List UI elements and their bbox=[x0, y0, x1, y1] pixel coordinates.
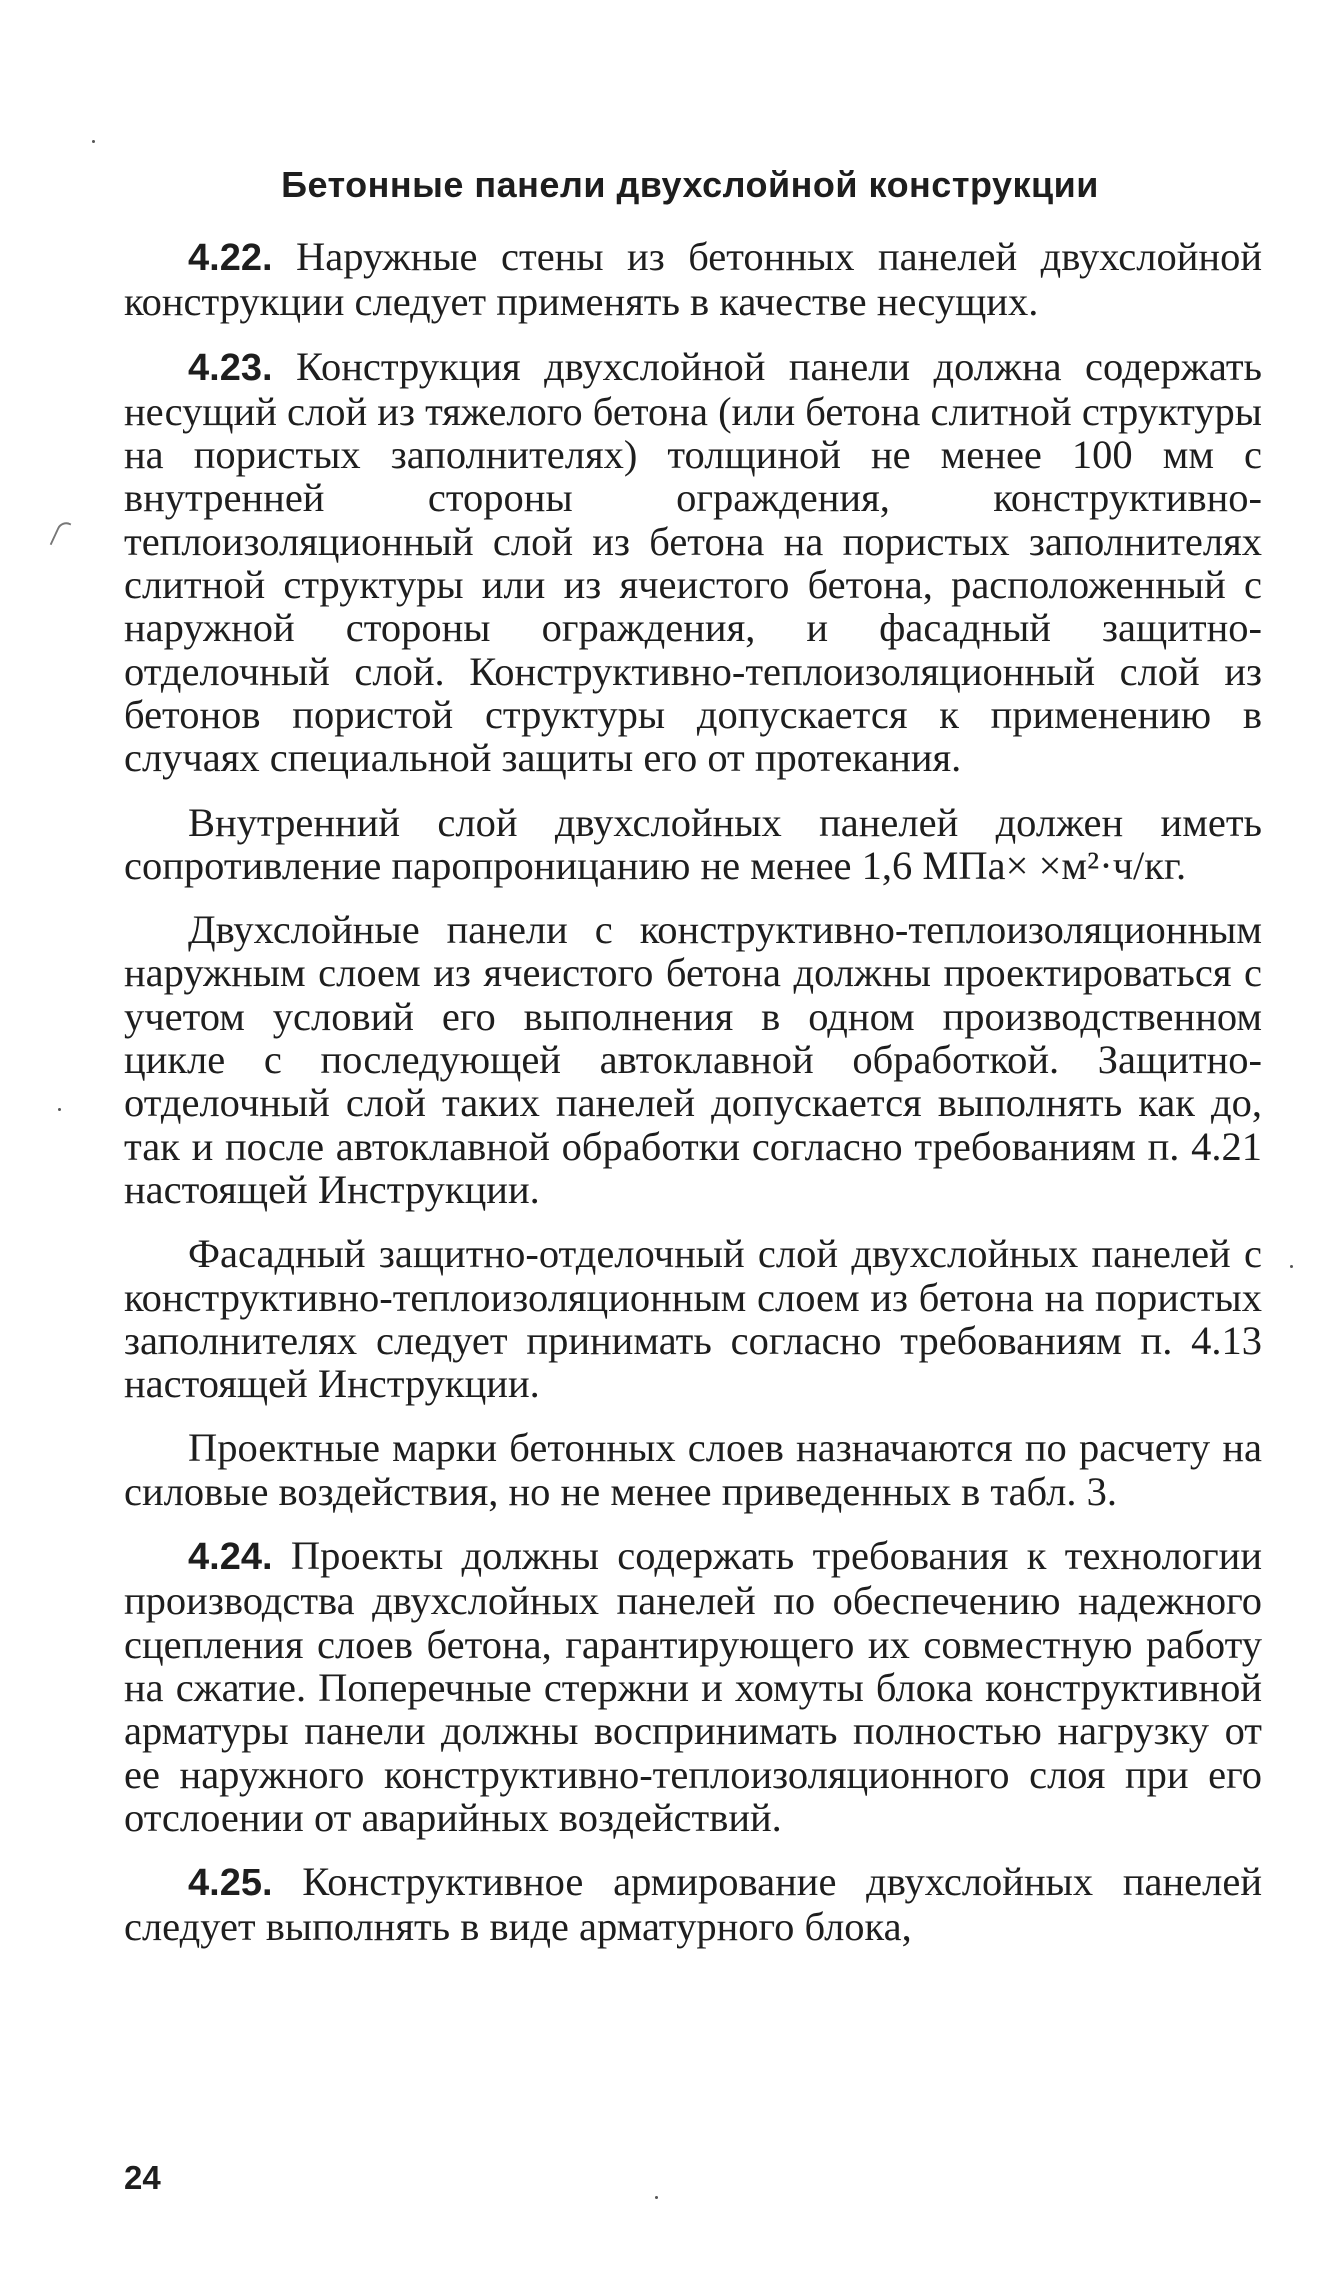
margin-pencil-mark bbox=[50, 519, 72, 549]
paragraph-text: Двухслойные панели с конструктивно-теплоизоляционным наружным слоем из ячеистого бетона должны проектироваться с учетом условий его выполнения в одном производственном цикле с последующей автоклавной обработкой. Защитно-отделочный слой таких панелей допускается выполнять как до, так и после автоклавной обработки согласно требованиям п. 4.21 настоящей Инструкции. bbox=[124, 907, 1262, 1212]
paragraph-number: 4.25. bbox=[188, 1862, 273, 1905]
section-heading: Бетонные панели двухслойной конструкции bbox=[281, 164, 1099, 205]
paragraph-inner-layer bbox=[124, 801, 1262, 888]
body-text bbox=[124, 235, 1262, 1970]
paragraph-text: Фасадный защитно-отделочный слой двухслойных панелей с конструктивно-теплоизоляционным слоем из бетона на пористых заполнителях следует принимать согласно требованиям п. 4.13 настоящей Инструкции. bbox=[124, 1231, 1262, 1407]
page-number: 24 bbox=[124, 2159, 161, 2196]
scan-speck bbox=[655, 2196, 658, 2199]
paragraph-number: 4.24. bbox=[188, 1536, 273, 1579]
paragraph-text: Проектные марки бетонных слоев назначаются по расчету на силовые воздействия, но не менее приведенных в табл. 3. bbox=[124, 1425, 1262, 1514]
scan-speck bbox=[58, 1108, 61, 1111]
paragraph-autoclave bbox=[124, 908, 1262, 1211]
scan-speck bbox=[1290, 1265, 1293, 1268]
paragraph-concrete-grades bbox=[124, 1426, 1262, 1513]
scan-speck bbox=[92, 140, 95, 143]
paragraph-4-25 bbox=[124, 1860, 1262, 1949]
paragraph-text: Внутренний слой двухслойных панелей должен иметь сопротивление паропроницанию не менее 1,6 МПа× ×м²·ч/кг. bbox=[124, 799, 1262, 888]
paragraph-number: 4.23. bbox=[188, 346, 273, 389]
paragraph-4-23 bbox=[124, 345, 1262, 780]
paragraph-text: Конструкция двухслойной панели должна содержать несущий слой из тяжелого бетона (или бетона слитной структуры на пористых заполнителях) толщиной не менее 100 мм с внутренней стороны ограждения, конструктивно-теплоизоляционный слой из бетона на пористых заполнителях слитной структуры или из ячеистого бетона, расположенный с наружной стороны ограждения, и фасадный защитно-отделочный слой. Конструктивно-теплоизоляционный слой из бетонов пористой структуры допускается к применению в случаях специальной защиты его от протекания. bbox=[124, 343, 1263, 781]
paragraph-4-22 bbox=[124, 235, 1262, 324]
paragraph-text: Наружные стены из бетонных панелей двухслойной конструкции следует применять в качестве несущих. bbox=[124, 234, 1263, 325]
paragraph-facade-layer bbox=[124, 1232, 1262, 1405]
paragraph-4-24 bbox=[124, 1534, 1262, 1839]
paragraph-number: 4.22. bbox=[188, 237, 273, 279]
paragraph-text: Конструктивное армирование двухслойных панелей следует выполнять в виде арматурного блока, bbox=[124, 1859, 1262, 1950]
paragraph-text: Проекты должны содержать требования к технологии производства двухслойных панелей по обеспечению надежного сцепления слоев бетона, гарантирующего их совместную работу на сжатие. Поперечные стержни и хомуты блока конструктивной арматуры панели должны воспринимать полностью нагрузку от ее наружного конструктивно-теплоизоляционного слоя при его отслоении от аварийных воздействий. bbox=[124, 1533, 1262, 1840]
